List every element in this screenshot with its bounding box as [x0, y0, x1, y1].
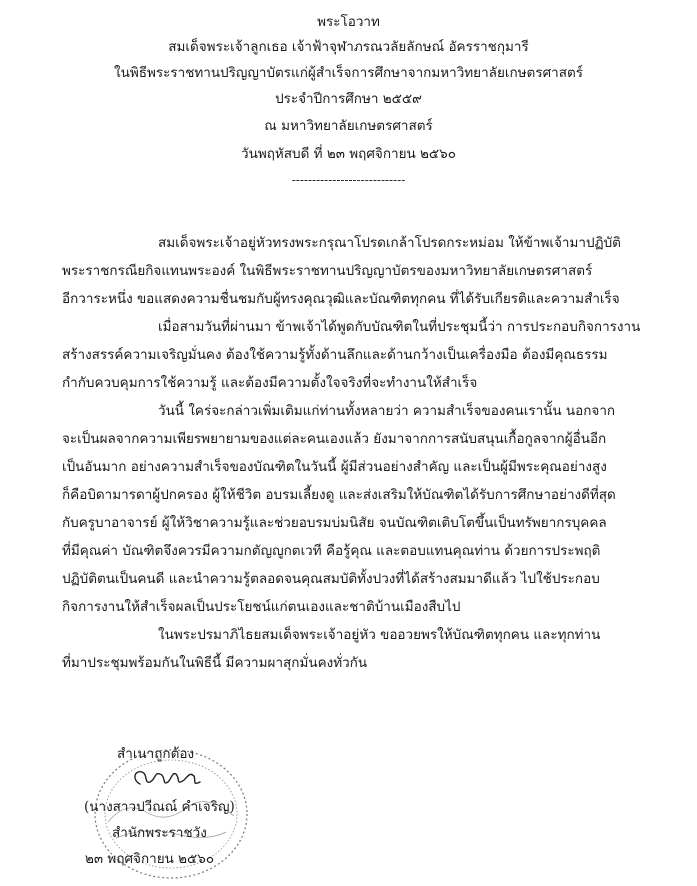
- body-line: วันนี้ ใคร่จะกล่าวเพิ่มเติมแก่ท่านทั้งหลายว่า ความสำเร็จของคนเรานั้น นอกจาก: [158, 403, 616, 419]
- body-line: ในพระปรมาภิไธยสมเด็จพระเจ้าอยู่หัว ขออวยพรให้บัณฑิตทุกคน และทุกท่าน: [158, 627, 601, 643]
- body-line: ก็คือบิดามารดาผู้ปกครอง ผู้ให้ชีวิต อบรมเลี้ยงดู และส่งเสริมให้บัณฑิตได้รับการศึกษาอย่างดีที่สุด: [62, 487, 616, 503]
- body-line: อีกวาระหนึ่ง ขอแสดงความชื่นชมกับผู้ทรงคุณวุฒิและบัณฑิตทุกคน ที่ได้รับเกียรติและความสำเร็จ: [62, 291, 620, 307]
- body-line: จะเป็นผลจากความเพียรพยายามของแต่ละคนเองแล้ว ยังมาจากการสนับสนุนเกื้อกูลจากผู้อื่นอีก: [62, 431, 607, 447]
- header-academic-year: ประจำปีการศึกษา ๒๕๕๙: [275, 91, 422, 107]
- body-line: กับครูบาอาจารย์ ผู้ให้วิชาความรู้และช่วยอบรมบ่มนิสัย จนบัณฑิตเติบโตขึ้นเป็นทรัพยากรบุคคล: [62, 515, 607, 531]
- certified-true-copy: สำเนาถูกต้อง: [117, 746, 195, 762]
- office-name: สำนักพระราชวัง: [112, 825, 207, 841]
- header-date: วันพฤหัสบดี ที่ ๒๓ พฤศจิกายน ๒๕๖๐: [241, 146, 456, 162]
- body-line: ที่มีคุณค่า บัณฑิตจึงควรมีความกตัญญูกตเวที คือรู้คุณ และตอบแทนคุณท่าน ด้วยการประพฤติ: [62, 543, 601, 559]
- header-ceremony: ในพิธีพระราชทานปริญญาบัตรแก่ผู้สำเร็จการศึกษาจากมหาวิทยาลัยเกษตรศาสตร์: [114, 65, 583, 81]
- body-line: เมื่อสามวันที่ผ่านมา ข้าพเจ้าได้พูดกับบัณฑิตในที่ประชุมนี้ว่า การประกอบกิจการงาน: [158, 319, 641, 335]
- body-line: ปฏิบัติตนเป็นคนดี และนำความรู้ตลอดจนคุณสมบัติทั้งปวงที่ได้สร้างสมมาดีแล้ว ไปใช้ประกอบ: [62, 571, 600, 587]
- header-venue: ณ มหาวิทยาลัยเกษตรศาสตร์: [264, 118, 433, 134]
- body-line: พระราชกรณียกิจแทนพระองค์ ในพิธีพระราชทานปริญญาบัตรของมหาวิทยาลัยเกษตรศาสตร์: [62, 263, 593, 279]
- body-line: กำกับควบคุมการใช้ความรู้ และต้องมีความตั้งใจจริงที่จะทำงานให้สำเร็จ: [62, 375, 478, 391]
- body-line: ที่มาประชุมพร้อมกันในพิธีนี้ มีความผาสุกมั่นคงทั่วกัน: [62, 655, 368, 671]
- header-princess-title: สมเด็จพระเจ้าลูกเธอ เจ้าฟ้าจุฬาภรณวลัยลักษณ์ อัครราชกุมารี: [168, 39, 529, 55]
- body-line: เป็นอันมาก อย่างความสำเร็จของบัณฑิตในวันนี้ ผู้มีส่วนอย่างสำคัญ และเป็นผู้มีพระคุณอย่างสูง: [62, 459, 607, 475]
- document-title: พระโอวาท: [317, 14, 380, 30]
- header-divider: ----------------------------: [291, 173, 406, 187]
- body-line: สมเด็จพระเจ้าอยู่หัวทรงพระกรุณาโปรดเกล้าโปรดกระหม่อม ให้ข้าพเจ้ามาปฏิบัติ: [158, 235, 621, 251]
- handwritten-signature: [128, 764, 208, 794]
- signature-date: ๒๓ พฤศจิกายน ๒๕๖๐: [85, 851, 215, 867]
- body-line: กิจการงานให้สำเร็จผลเป็นประโยชน์แก่ตนเองและชาติบ้านเมืองสืบไป: [62, 599, 461, 615]
- body-line: สร้างสรรค์ความเจริญมั่นคง ต้องใช้ความรู้ทั้งด้านลึกและด้านกว้างเป็นเครื่องมือ ต้องมีคุณธรรม: [62, 347, 608, 363]
- signatory-name: (นางสาวปวีณณ์ คำเจริญ): [84, 799, 235, 815]
